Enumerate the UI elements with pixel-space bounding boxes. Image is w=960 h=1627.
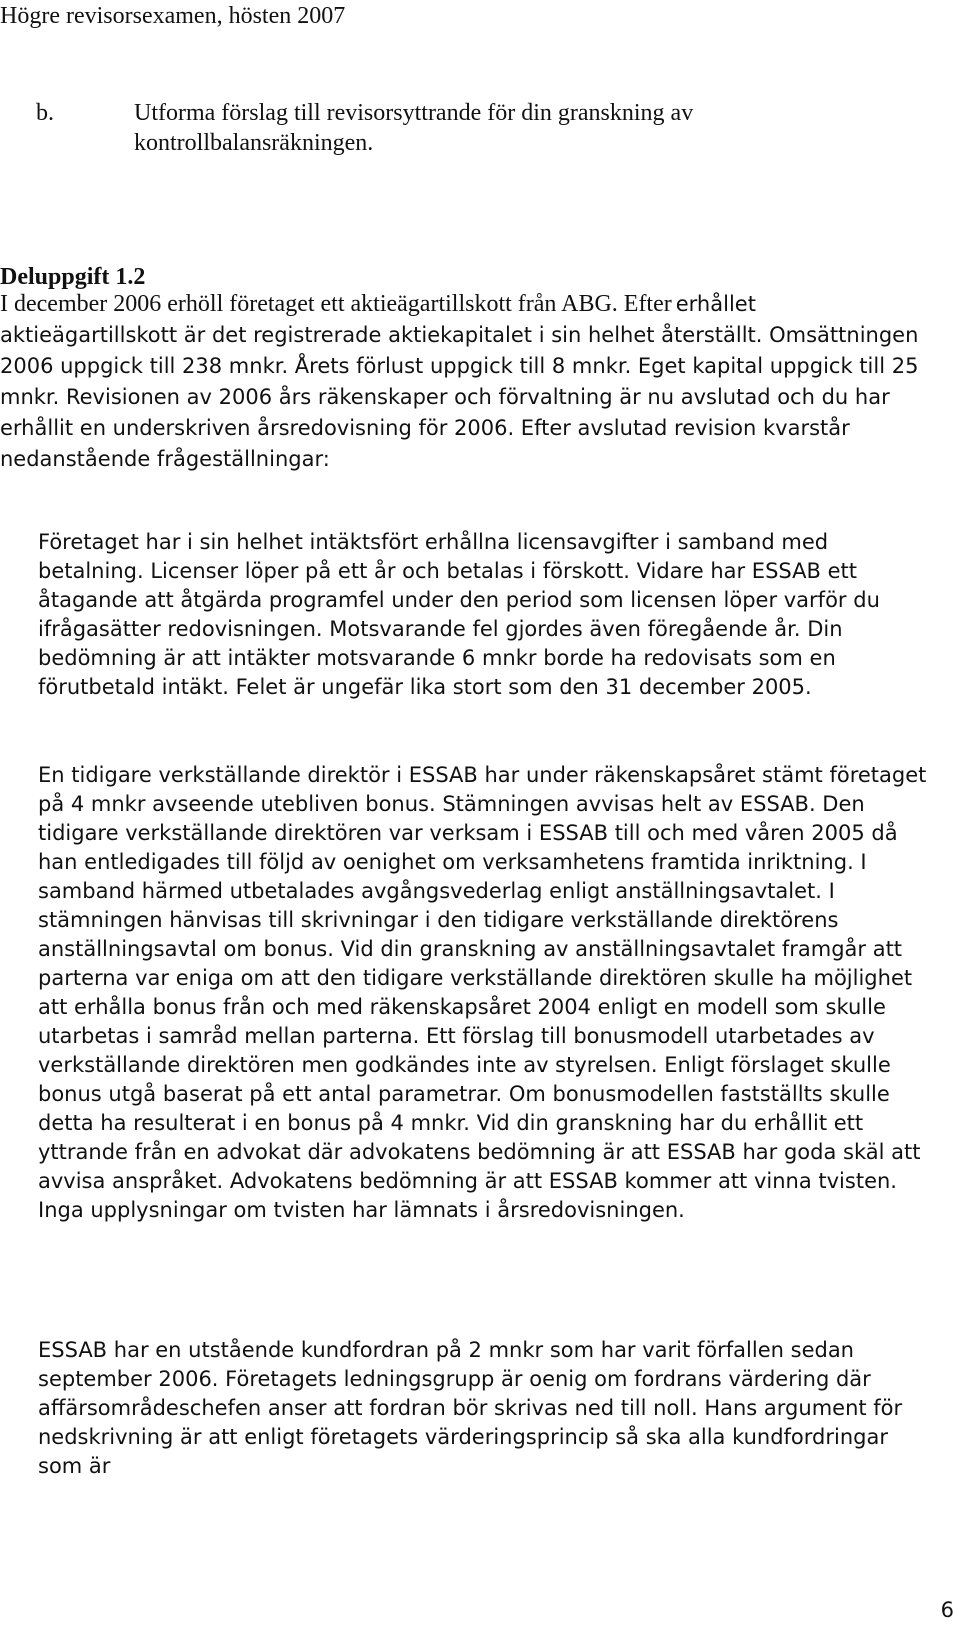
intro-first-line: I december 2006 erhöll företaget ett aktieägartillskott från ABG. Efter bbox=[0, 291, 672, 317]
page-number: 6 bbox=[940, 1598, 954, 1622]
issue-paragraph-receivable: ESSAB har en utstående kundfordran på 2 mnkr som har varit förfallen sedan september 2006. Företagets ledningsgrupp är oenig om fordrans värdering där affärsområdeschefen anser att fordran bör skrivas ned till noll. Hans argument för nedskrivning är att enligt företagets värderingsprincip så ska alla kundfordringar som är bbox=[38, 1338, 903, 1478]
task-b-text: Utforma förslag till revisorsyttrande för din granskning av kontrollbalansräkningen. bbox=[134, 100, 694, 156]
issue-paragraph-lawsuit: En tidigare verkställande direktör i ESSAB har under räkenskapsåret stämt företaget på 4 mnkr avseende utebliven bonus. Stämningen avvisas helt av ESSAB. Den tidigare verkställande direktören var verksam i ESSAB till och med våren 2005 då han entledigades till följd av oenighet om verksamhetens framtida inriktning. I samband härmed utbetalades avgångsvederlag enligt anställningsavtalet. I stämningen hänvisas till skrivningar i den tidigare verkställande direktörens anställningsavtal om bonus. Vid din granskning av anställningsavtalet framgår att parterna var eniga om att den tidigare verkställande direktören skulle ha möjlighet att erhålla bonus från och med räkenskapsåret 2004 enligt en modell som skulle utarbetas i samråd mellan parterna. Ett förslag till bonusmodell utarbetades av verkställande direktören men godkändes inte av styrelsen. Enligt förslaget skulle bonus utgå baserat på ett antal parametrar. Om bonusmodellen fastställts skulle detta ha resulterat i en bonus på 4 mnkr. Vid din granskning har du erhållit ett yttrande från en advokat där advokatens bedömning är att ESSAB har goda skäl att avvisa anspråket. Advokatens bedömning är att ESSAB kommer att vinna tvisten. Inga upplysningar om tvisten har lämnats i årsredovisningen. bbox=[38, 763, 927, 1222]
issue-paragraph-licenses: Företaget har i sin helhet intäktsfört erhållna licensavgifter i samband med betalning. Licenser löper på ett år och betalas i förskott. Vidare har ESSAB ett åtagande att åtgärda programfel under den period som licensen löper varför du ifrågasätter redovisningen. Motsvarande fel gjordes även föregående år. Din bedömning är att intäkter motsvarande 6 mnkr borde ha redovisats som en förutbetald intäkt. Felet är ungefär lika stort som den 31 december 2005. bbox=[38, 530, 880, 699]
intro-paragraph bbox=[0, 290, 930, 476]
intro-rest: erhållet aktieägartillskott är det registrerade aktiekapitalet i sin helhet återställt. Omsättningen 2006 uppgick till 238 mnkr. Årets förlust uppgick till 8 mnkr. Eget kapital uppgick till 25 mnkr. Revisionen av 2006 års räkenskaper och förvaltning är nu avslutad och du har erhållit en underskriven årsredovisning för 2006. Efter avslutad revision kvarstår nedanstående frågeställningar: bbox=[0, 292, 919, 471]
section-heading: Deluppgift 1.2 bbox=[0, 264, 146, 290]
task-b-marker: b. bbox=[36, 100, 54, 126]
page-header-title: Högre revisorsexamen, hösten 2007 bbox=[0, 3, 346, 29]
task-b bbox=[36, 98, 936, 158]
